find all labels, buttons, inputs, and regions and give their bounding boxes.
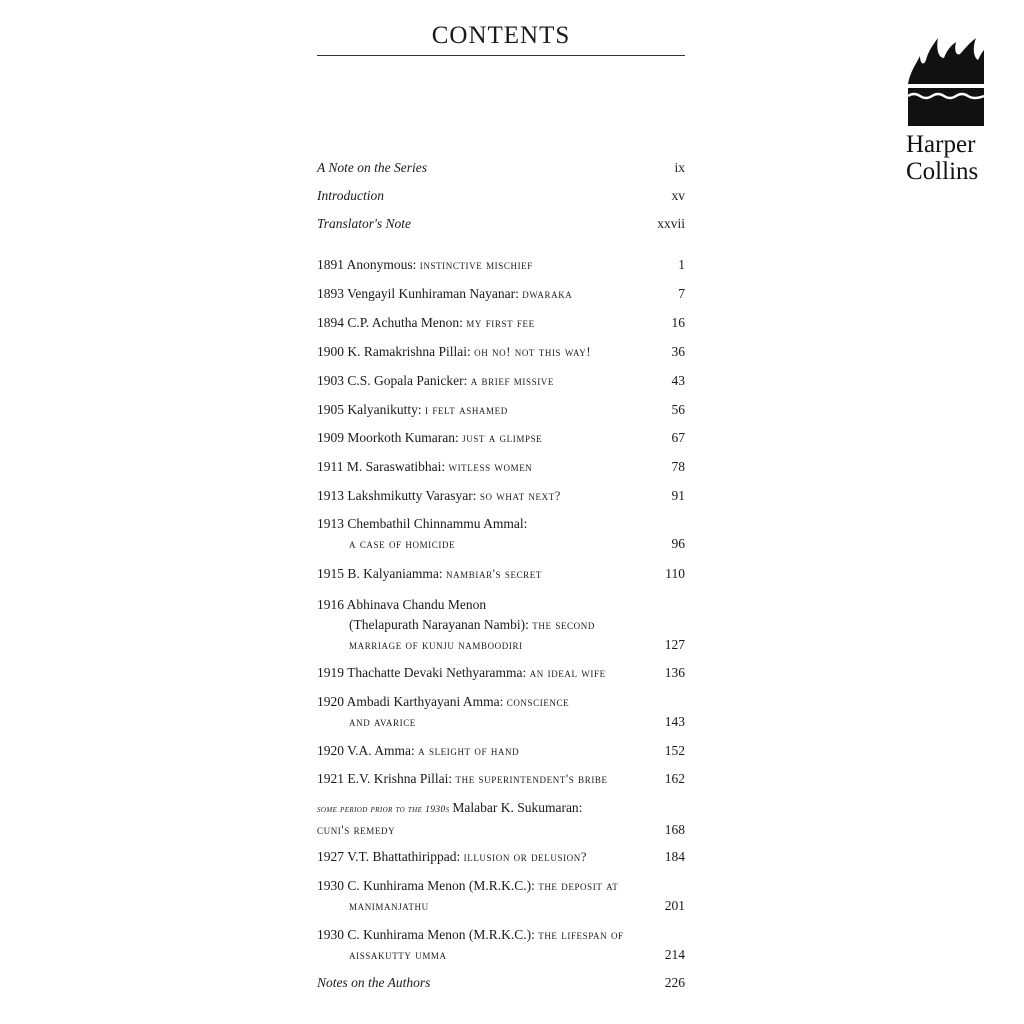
- page-number: 136: [664, 665, 685, 680]
- page-number: 67: [671, 430, 685, 445]
- entry-author: 1930 C. Kunhirama Menon (M.R.K.C.):: [317, 927, 539, 942]
- page-number: ix: [674, 160, 685, 175]
- page-number: 152: [664, 743, 685, 758]
- entry-title: i felt ashamed: [425, 403, 508, 417]
- toc-line: [317, 692, 685, 712]
- entry-author: 1919 Thachatte Devaki Nethyaramma:: [317, 665, 530, 680]
- entry-label: A Note on the Series: [317, 160, 427, 175]
- toc-row: [317, 692, 685, 732]
- toc-line: [317, 158, 685, 178]
- entry-title: and avarice: [349, 715, 416, 729]
- publisher-logo: [906, 36, 990, 184]
- toc-row: [317, 876, 685, 916]
- entry-author: 1900 K. Ramakrishna Pillai:: [317, 344, 475, 359]
- toc-row: [317, 564, 685, 584]
- entry-author: (Thelapurath Narayanan Nambi):: [349, 617, 533, 632]
- toc-row: [317, 595, 685, 655]
- entry-title: dwaraka: [522, 287, 573, 301]
- page-number: 1: [678, 257, 685, 272]
- toc-row-front-matter: [317, 214, 685, 234]
- entry-author: 1930 C. Kunhirama Menon (M.R.K.C.):: [317, 878, 539, 893]
- toc-line: [317, 635, 685, 655]
- entry-title: marriage of kunju namboodiri: [349, 638, 523, 652]
- page-number: 16: [671, 315, 685, 330]
- entry-author: 1911 M. Saraswatibhai:: [317, 459, 449, 474]
- page-number: 56: [671, 402, 685, 417]
- toc-line: [317, 486, 685, 506]
- toc-line: [317, 457, 685, 477]
- toc-line: [317, 798, 685, 820]
- page-number: 43: [671, 373, 685, 388]
- toc-row: [317, 663, 685, 683]
- entry-title: illusion or delusion?: [463, 850, 588, 864]
- page-number: 91: [671, 488, 685, 503]
- toc-row: [317, 514, 685, 554]
- toc-line: [317, 896, 685, 916]
- toc-row: [317, 428, 685, 448]
- toc-line: [317, 284, 685, 304]
- page-number: 96: [671, 536, 685, 551]
- toc-row-back-matter: [317, 973, 685, 993]
- page-number: 78: [671, 459, 685, 474]
- entry-author: 1893 Vengayil Kunhiraman Nayanar:: [317, 286, 523, 301]
- page-number: 36: [671, 344, 685, 359]
- toc-row: [317, 798, 685, 840]
- page-number: 127: [664, 637, 685, 652]
- toc-line: [317, 820, 685, 840]
- entry-label: Introduction: [317, 188, 384, 203]
- entry-author: 1920 Ambadi Karthyayani Amma:: [317, 694, 507, 709]
- entry-title: witless women: [448, 460, 533, 474]
- toc-line: [317, 342, 685, 362]
- entry-author: 1905 Kalyanikutty:: [317, 402, 425, 417]
- entry-title: manimanjathu: [349, 899, 429, 913]
- publisher-name-line1: Harper: [906, 131, 976, 158]
- entry-title: aissakutty umma: [349, 948, 447, 962]
- toc-line: [317, 945, 685, 965]
- toc-row: [317, 769, 685, 789]
- toc-row: [317, 847, 685, 867]
- toc-row: [317, 925, 685, 965]
- entry-label: Notes on the Authors: [317, 975, 431, 990]
- entry-title: so what next?: [479, 489, 561, 503]
- entry-title: instinctive mischief: [419, 258, 533, 272]
- fire-water-icon: [906, 36, 986, 130]
- page-title: CONTENTS: [431, 22, 571, 49]
- entry-author: 1909 Moorkoth Kumaran:: [317, 430, 463, 445]
- entry-title: just a glimpse: [462, 431, 543, 445]
- entry-author: Malabar K. Sukumaran:: [452, 800, 583, 815]
- toc-line: [317, 564, 685, 584]
- page-number: 162: [664, 771, 685, 786]
- toc-row: [317, 486, 685, 506]
- toc-line: [317, 371, 685, 391]
- entry-title: my first fee: [466, 316, 535, 330]
- toc-line: [317, 925, 685, 945]
- toc-row-front-matter: [317, 186, 685, 206]
- entry-author: 1916 Abhinava Chandu Menon: [317, 597, 487, 612]
- page-number: 184: [664, 849, 685, 864]
- entry-author: 1920 V.A. Amma:: [317, 743, 419, 758]
- page-number: xxvii: [657, 216, 685, 231]
- toc-line: [317, 255, 685, 275]
- page-number: xv: [671, 188, 685, 203]
- toc-line: [317, 186, 685, 206]
- toc-line: [317, 973, 685, 993]
- entry-author: 1891 Anonymous:: [317, 257, 420, 272]
- toc-row: [317, 457, 685, 477]
- entry-title: the lifespan of: [538, 928, 624, 942]
- toc-line: [317, 876, 685, 896]
- page-number: 7: [678, 286, 685, 301]
- entry-title: cuni's remedy: [317, 823, 396, 837]
- entry-title: the superintendent's bribe: [455, 772, 608, 786]
- entry-author: 1894 C.P. Achutha Menon:: [317, 315, 467, 330]
- entry-author: 1921 E.V. Krishna Pillai:: [317, 771, 456, 786]
- toc-row: [317, 371, 685, 391]
- entry-title: nambiar's secret: [445, 567, 542, 581]
- entry-author: 1915 B. Kalyaniamma:: [317, 566, 446, 581]
- toc-line: [317, 663, 685, 683]
- table-of-contents: [317, 0, 685, 56]
- toc-line: [317, 595, 685, 615]
- toc-line: [317, 428, 685, 448]
- page-number: 168: [664, 822, 685, 837]
- toc-row-front-matter: [317, 158, 685, 178]
- toc-row: [317, 284, 685, 304]
- entry-author: 1913 Lakshmikutty Varasyar:: [317, 488, 480, 503]
- toc-line: [317, 712, 685, 732]
- toc-line: [317, 615, 685, 635]
- entry-title: the second: [532, 618, 595, 632]
- toc-line: [317, 769, 685, 789]
- page-number: 214: [664, 947, 685, 962]
- entry-title: the deposit at: [538, 879, 619, 893]
- entry-title: conscience: [506, 695, 570, 709]
- entry-author: 1913 Chembathil Chinnammu Ammal:: [317, 516, 528, 531]
- toc-line: [317, 313, 685, 333]
- entry-title: oh no! not this way!: [474, 345, 592, 359]
- entry-title: a sleight of hand: [418, 744, 520, 758]
- entry-title: a case of homicide: [349, 537, 456, 551]
- toc-row: [317, 255, 685, 275]
- toc-line: [317, 214, 685, 234]
- toc-line: [317, 741, 685, 761]
- toc-line: [317, 400, 685, 420]
- entry-label: Translator's Note: [317, 216, 412, 231]
- toc-row: [317, 400, 685, 420]
- toc-row: [317, 741, 685, 761]
- entry-author: 1903 C.S. Gopala Panicker:: [317, 373, 471, 388]
- entry-period: some period prior to the 1930s: [317, 805, 453, 815]
- toc-line: [317, 847, 685, 867]
- publisher-name-line2: Collins: [906, 158, 979, 185]
- toc-row: [317, 313, 685, 333]
- page-number: 201: [664, 898, 685, 913]
- page-number: 226: [664, 975, 685, 990]
- toc-line: [317, 514, 685, 534]
- entry-title: a brief missive: [470, 374, 554, 388]
- entry-title: an ideal wife: [529, 666, 606, 680]
- toc-row: [317, 342, 685, 362]
- title-rule: [317, 55, 685, 56]
- page-number: 110: [665, 566, 685, 581]
- entry-author: 1927 V.T. Bhattathirippad:: [317, 849, 464, 864]
- page-number: 143: [664, 714, 685, 729]
- toc-line: [317, 534, 685, 554]
